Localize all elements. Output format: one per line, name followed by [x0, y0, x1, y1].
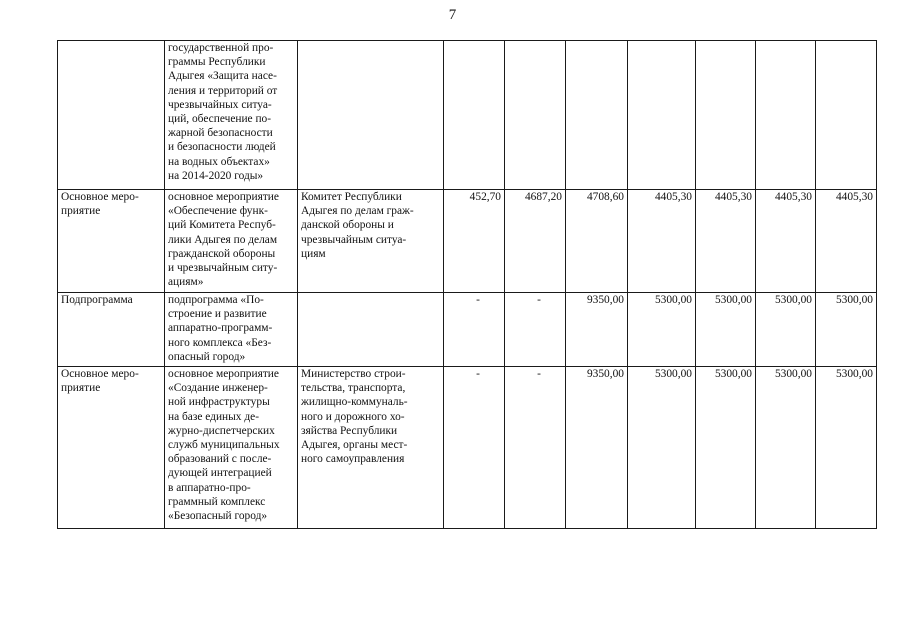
row-responsible-cell: Комитет Республики Адыгея по делам граж- данской обороны и чрезвычайным ситуа- циям [298, 190, 444, 293]
value-text: - [537, 294, 541, 306]
table-row [58, 293, 877, 367]
value-cell [566, 41, 628, 190]
table-row [58, 190, 877, 293]
value-text: - [537, 368, 541, 380]
row-type-cell [58, 41, 165, 190]
value-cell: 4405,30 [628, 190, 696, 293]
value-cell: 5300,00 [696, 367, 756, 529]
value-cell: 5300,00 [816, 293, 877, 367]
value-cell: 5300,00 [696, 293, 756, 367]
value-cell [628, 41, 696, 190]
value-cell [444, 293, 505, 367]
value-cell [444, 41, 505, 190]
row-name-cell: подпрограмма «По- строение и развитие аппаратно-программ- ного комплекса «Без- опасный город» [165, 293, 298, 367]
row-name-cell: основное мероприятие «Создание инженер- ной инфраструктуры на базе единых де- журно-диспетчерских служб муниципальных образований с после- дующей интеграцией в аппаратно-про- граммный комплекс «Безопасный город» [165, 367, 298, 529]
row-type-cell: Подпрограмма [58, 293, 165, 367]
page-number: 7 [448, 7, 457, 23]
table-row [58, 41, 877, 190]
value-cell [816, 41, 877, 190]
value-cell: 5300,00 [628, 293, 696, 367]
table-row [58, 367, 877, 529]
value-cell: 452,70 [444, 190, 505, 293]
value-cell [444, 367, 505, 529]
value-cell: 4687,20 [505, 190, 566, 293]
value-cell [505, 293, 566, 367]
budget-table [57, 40, 877, 529]
row-responsible-cell [298, 41, 444, 190]
value-cell: 5300,00 [816, 367, 877, 529]
value-cell: 9350,00 [566, 367, 628, 529]
value-cell: 4405,30 [816, 190, 877, 293]
value-text: - [476, 294, 480, 306]
value-cell [756, 41, 816, 190]
row-responsible-cell: Министерство строи- тельства, транспорта, жилищно-коммуналь- ного и дорожного хо- зяйства Республики Адыгея, органы мест- ного самоуправления [298, 367, 444, 529]
value-cell: 5300,00 [756, 367, 816, 529]
value-cell: 5300,00 [756, 293, 816, 367]
value-cell: 5300,00 [628, 367, 696, 529]
value-text: - [476, 368, 480, 380]
value-cell: 9350,00 [566, 293, 628, 367]
row-type-cell: Основное меро- приятие [58, 367, 165, 529]
value-cell: 4708,60 [566, 190, 628, 293]
row-name-cell: государственной про- граммы Республики Адыгея «Защита насе- ления и территорий от чрезвычайных ситуа- ций, обеспечение по- жарной безопасности и безопасности людей на водных объектах» на 2014-2020 годы» [165, 41, 298, 190]
row-type-cell: Основное меро- приятие [58, 190, 165, 293]
value-cell [505, 41, 566, 190]
value-cell [505, 367, 566, 529]
value-cell: 4405,30 [696, 190, 756, 293]
row-name-cell: основное мероприятие «Обеспечение функ- ций Комитета Респуб- лики Адыгея по делам гражданской обороны и чрезвычайным ситу- ациям» [165, 190, 298, 293]
value-cell: 4405,30 [756, 190, 816, 293]
value-cell [696, 41, 756, 190]
row-responsible-cell [298, 293, 444, 367]
